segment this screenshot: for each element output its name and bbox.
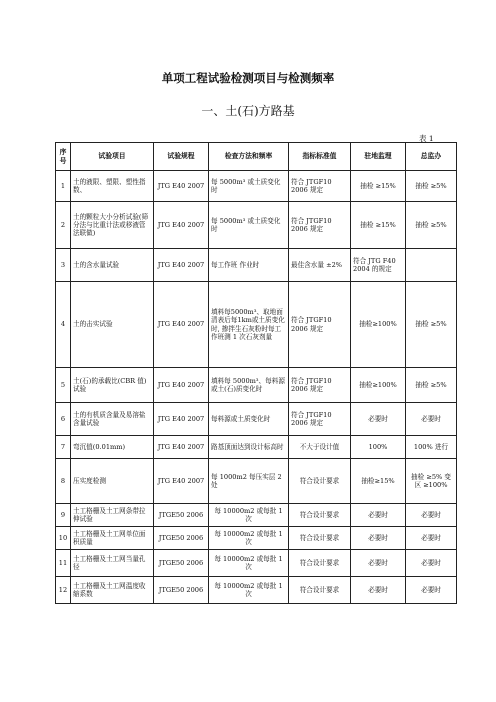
cell-method: 每 10000m2 或每批 1 次	[209, 504, 289, 527]
cell-index: 2	[56, 202, 71, 249]
cell-test-item: 土工格栅及土工网当量孔径	[71, 550, 154, 577]
cell-method: 填料每5000m³、取地面清表后每1km或土质变化时, 掺拌生石灰粉时每工作班测 1 次石灰剂量	[209, 282, 289, 368]
cell-target: 符合 JTGF10 2006 规定	[289, 403, 351, 436]
cell-target: 最佳含水量 ±2%	[289, 249, 351, 282]
cell-method: 每 5000m³ 或土质变化时	[209, 202, 289, 249]
header-test-item: 试验项目	[71, 143, 154, 171]
cell-test-item: 土的含水量试验	[71, 249, 154, 282]
cell-chief: 必要时	[406, 504, 457, 527]
header-method-frequency: 检查方法和频率	[209, 143, 289, 171]
cell-index: 11	[56, 550, 71, 577]
cell-site: 必要时	[351, 577, 406, 604]
cell-site: 抽检≥100%	[351, 282, 406, 368]
table-row	[56, 550, 457, 577]
cell-index: 10	[56, 527, 71, 550]
cell-test-item: 土工格栅及土工网单位面积质量	[71, 527, 154, 550]
cell-standard: JTG E40 2007	[154, 282, 209, 368]
cell-site: 100%	[351, 436, 406, 459]
cell-site: 必要时	[351, 504, 406, 527]
section-subtitle: 一、土(石)方路基	[201, 104, 295, 118]
cell-method: 每 10000m2 或每批 1 次	[209, 577, 289, 604]
cell-standard: JTGE50 2006	[154, 527, 209, 550]
cell-chief: 必要时	[406, 403, 457, 436]
document-title: 单项工程试验检测项目与检测频率	[161, 71, 335, 85]
cell-index: 9	[56, 504, 71, 527]
cell-test-item: 土工格栅及土工网温度收缩系数	[71, 577, 154, 604]
cell-index: 4	[56, 282, 71, 368]
header-standard: 试验规程	[154, 143, 209, 171]
cell-method: 每 5000m³ 或土质变化时	[209, 171, 289, 202]
table-row	[56, 282, 457, 368]
cell-test-item: 压实度检测	[71, 459, 154, 504]
table-row	[56, 171, 457, 202]
cell-standard: JTG E40 2007	[154, 459, 209, 504]
cell-index: 12	[56, 577, 71, 604]
cell-test-item: 土的液限、塑限、塑性指数、	[71, 171, 154, 202]
cell-test-item: 土的有机质含量及易溶盐含量试验	[71, 403, 154, 436]
table-row	[56, 504, 457, 527]
table-row	[56, 527, 457, 550]
cell-target: 符合 JTGF10 2006 规定	[289, 282, 351, 368]
cell-chief: 必要时	[406, 527, 457, 550]
cell-method: 路基顶面达到设计标高时	[209, 436, 289, 459]
cell-target: 符合设计要求	[289, 577, 351, 604]
table-row	[56, 403, 457, 436]
cell-method: 填料每 5000m³、每料源或土(石)质变化时	[209, 368, 289, 403]
cell-standard: JTG E40 2007	[154, 202, 209, 249]
cell-test-item: 弯沉值(0.01mm)	[71, 436, 154, 459]
cell-chief	[406, 249, 457, 282]
cell-target: 符合设计要求	[289, 550, 351, 577]
cell-chief: 抽检 ≥5%	[406, 282, 457, 368]
table-row	[56, 202, 457, 249]
cell-method: 每 10000m2 或每批 1 次	[209, 550, 289, 577]
inspection-table	[55, 142, 457, 604]
cell-chief: 抽检 ≥5%	[406, 202, 457, 249]
table-header-row	[56, 143, 457, 171]
cell-target: 符合 JTGF10 2006 规定	[289, 202, 351, 249]
header-site-supervision: 驻地监理	[351, 143, 406, 171]
cell-target: 符合 JTGF10 2006 规定	[289, 171, 351, 202]
cell-chief: 抽检 ≥5%	[406, 368, 457, 403]
cell-test-item: 土(石)的承载比(CBR 值)试验	[71, 368, 154, 403]
cell-method: 每 10000m2 或每批 1 次	[209, 527, 289, 550]
cell-standard: JTG E40 2007	[154, 249, 209, 282]
cell-site: 抽检 ≥15%	[351, 202, 406, 249]
cell-target: 符合设计要求	[289, 504, 351, 527]
cell-index: 8	[56, 459, 71, 504]
cell-index: 7	[56, 436, 71, 459]
cell-standard: JTG E40 2007	[154, 436, 209, 459]
header-target-value: 指标标准值	[289, 143, 351, 171]
table-number: 表 1	[419, 134, 434, 143]
cell-method: 每工作班 作业时	[209, 249, 289, 282]
cell-site: 符合 JTG F40 2004 的规定	[351, 249, 406, 282]
cell-method: 每 1000m2 每压实层 2 处	[209, 459, 289, 504]
cell-chief: 必要时	[406, 550, 457, 577]
cell-site: 必要时	[351, 527, 406, 550]
cell-target: 符合 JTGF10 2006 规定	[289, 368, 351, 403]
cell-target: 不大于设计值	[289, 436, 351, 459]
cell-method: 每料源或土质变化时	[209, 403, 289, 436]
cell-test-item: 土的颗粒大小分析试验(筛分法与比重计法或移液管法联做)	[71, 202, 154, 249]
cell-index: 3	[56, 249, 71, 282]
cell-index: 5	[56, 368, 71, 403]
cell-standard: JTG E40 2007	[154, 368, 209, 403]
cell-chief: 抽检 ≥5%	[406, 171, 457, 202]
cell-standard: JTGE50 2006	[154, 504, 209, 527]
header-chief-office: 总监办	[406, 143, 457, 171]
cell-standard: JTGE50 2006	[154, 550, 209, 577]
cell-site: 必要时	[351, 550, 406, 577]
table-row	[56, 577, 457, 604]
header-index: 序号	[56, 143, 71, 171]
table-row	[56, 249, 457, 282]
table-row	[56, 459, 457, 504]
cell-standard: JTGE50 2006	[154, 577, 209, 604]
cell-chief: 100% 进行	[406, 436, 457, 459]
table-row	[56, 368, 457, 403]
cell-target: 符合设计要求	[289, 459, 351, 504]
cell-target: 符合设计要求	[289, 527, 351, 550]
cell-site: 抽检 ≥15%	[351, 171, 406, 202]
cell-index: 1	[56, 171, 71, 202]
cell-index: 6	[56, 403, 71, 436]
cell-site: 必要时	[351, 403, 406, 436]
cell-site: 抽检≥100%	[351, 368, 406, 403]
cell-site: 抽检≥15%	[351, 459, 406, 504]
cell-standard: JTG E40 2007	[154, 403, 209, 436]
cell-test-item: 土工格栅及土工网条带拉伸试验	[71, 504, 154, 527]
table-row	[56, 436, 457, 459]
cell-standard: JTG E40 2007	[154, 171, 209, 202]
cell-chief: 必要时	[406, 577, 457, 604]
cell-test-item: 土的击实试验	[71, 282, 154, 368]
cell-chief: 抽检 ≥5% 变区 ≥100%	[406, 459, 457, 504]
